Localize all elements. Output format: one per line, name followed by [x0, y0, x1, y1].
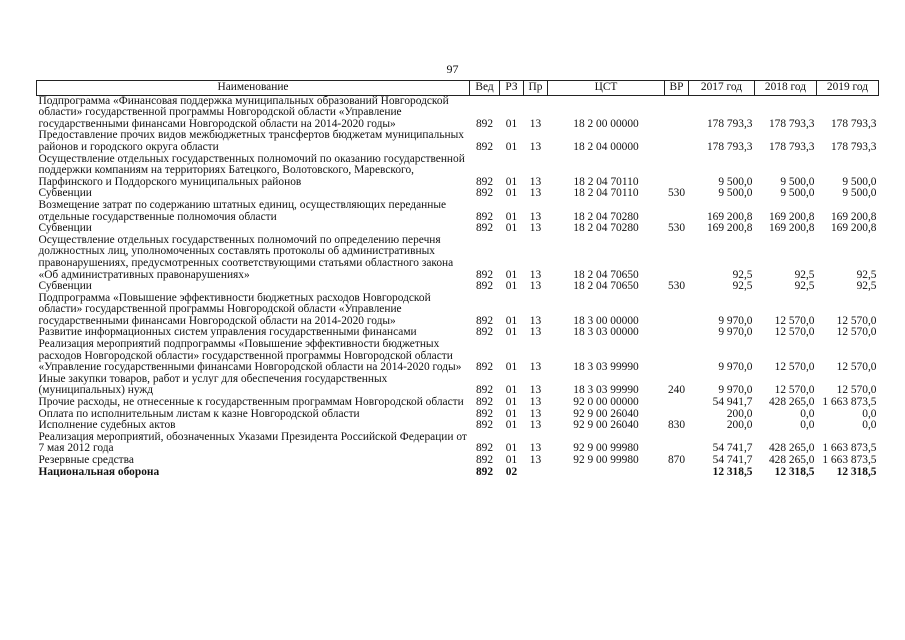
row-pr: 13: [529, 187, 542, 200]
row-ved: 892: [475, 175, 494, 188]
row-name: Иные закупки товаров, работ и услуг для обеспечения государственных (муниципальных) нужд: [38, 372, 388, 397]
row-value-2017: 54 941,7: [712, 396, 753, 409]
row-rz: 01: [505, 384, 518, 397]
row-value-2019: 1 663 873,5: [822, 442, 877, 455]
table-row: [37, 95, 879, 130]
row-value-2017: 9 970,0: [718, 326, 753, 339]
table-row: [37, 130, 879, 153]
row-rz: 01: [505, 396, 518, 409]
row-cst: 18 2 04 70280: [573, 222, 639, 235]
row-value-2017: 200,0: [726, 419, 753, 432]
row-rz: 01: [505, 117, 518, 130]
row-rz: 01: [505, 187, 518, 200]
row-rz: 01: [505, 442, 518, 455]
row-value-2017: 169 200,8: [706, 222, 753, 235]
row-pr: 13: [529, 419, 542, 432]
row-name: Субвенции: [38, 280, 92, 293]
row-value-2017: 200,0: [726, 407, 753, 420]
row-pr: 13: [529, 396, 542, 409]
row-pr: [524, 467, 548, 479]
row-name: Реализация мероприятий подпрограммы «Повышение эффективности бюджетных расходов Новгородской области» государственной программы Новгородской области «Управление государственными финансами Новгородской области на 2014-2020 годы»: [38, 338, 462, 374]
row-value-2018: 178 793,3: [768, 140, 815, 153]
row-cst: 18 3 03 99990: [573, 384, 639, 397]
row-value-2017: 9 970,0: [718, 361, 753, 374]
table-row: [37, 374, 879, 397]
row-value-2017: 9 970,0: [718, 384, 753, 397]
row-name: Резервные средства: [38, 454, 134, 466]
row-name: Развитие информационных систем управления государственными финансами: [38, 326, 417, 339]
row-cst: 18 2 04 70650: [573, 268, 639, 281]
row-name: Исполнение судебных актов: [38, 419, 176, 432]
row-value-2018: 169 200,8: [768, 210, 815, 223]
row-name: Предоставление прочих видов межбюджетных трансфертов бюджетам муниципальных районов и городского округа области: [38, 129, 464, 153]
row-rz: 01: [505, 454, 518, 466]
row-ved: 892: [475, 314, 494, 327]
row-value-2018: 428 265,0: [768, 454, 815, 466]
row-cst: [548, 467, 665, 479]
row-value-2019: 169 200,8: [830, 222, 877, 235]
row-name: Национальная оборона: [38, 465, 160, 478]
row-ved: 892: [475, 117, 494, 130]
row-value-2019: 12 570,0: [836, 326, 877, 339]
row-value-2019: 92,5: [856, 268, 877, 281]
row-value-2017: 54 741,7: [712, 442, 753, 455]
row-cst: 92 0 00 00000: [573, 396, 639, 409]
table-row: [37, 467, 879, 479]
row-vr: [665, 327, 689, 339]
row-ved: 892: [475, 187, 494, 200]
row-pr: 13: [529, 210, 542, 223]
row-name: Реализация мероприятий, обозначенных Указами Президента Российской Федерации от 7 мая 2012 года: [38, 430, 467, 455]
row-value-2018: 0,0: [800, 419, 815, 432]
row-name: Возмещение затрат по содержанию штатных единиц, осуществляющих переданные отдельные государственные полномочия области: [38, 198, 447, 223]
row-vr: 530: [667, 222, 686, 235]
row-value-2018: 92,5: [794, 280, 815, 293]
row-ved: 892: [475, 361, 494, 374]
row-pr: 13: [529, 326, 542, 339]
row-ved: 892: [475, 407, 494, 420]
row-vr: 240: [667, 384, 686, 397]
row-value-2019: 178 793,3: [830, 140, 877, 153]
row-name: Осуществление отдельных государственных полномочий по оказанию государственной поддержки компаниям на территориях Батецкого, Волотовского, Маревского, Парфинского и Поддорского муниципальных районов: [38, 152, 465, 188]
row-cst: 18 2 04 00000: [573, 140, 639, 153]
page-number: 97: [446, 62, 459, 76]
row-cst: 92 9 00 26040: [573, 419, 639, 432]
row-value-2017: 9 970,0: [718, 314, 753, 327]
header-2019: 2019 год: [817, 81, 879, 96]
row-value-2018: 428 265,0: [768, 442, 815, 455]
row-pr: 13: [529, 442, 542, 455]
row-rz: 01: [505, 361, 518, 374]
row-value-2017: 178 793,3: [706, 117, 753, 130]
row-value-2018: 12 570,0: [774, 314, 815, 327]
row-value-2018: 9 500,0: [780, 175, 815, 188]
row-value-2019: 12 318,5: [836, 465, 877, 478]
row-value-2018: 9 500,0: [780, 187, 815, 200]
row-vr: [665, 293, 689, 328]
row-cst: 18 2 00 00000: [573, 117, 639, 130]
row-value-2019: 1 663 873,5: [822, 454, 877, 466]
row-pr: 13: [529, 268, 542, 281]
row-value-2018: 0,0: [800, 407, 815, 420]
row-rz: 01: [505, 407, 518, 420]
row-rz: 01: [505, 210, 518, 223]
row-cst: 18 3 03 99990: [573, 361, 639, 374]
row-pr: 13: [529, 222, 542, 235]
header-vr: ВР: [665, 81, 689, 96]
row-ved: 892: [475, 326, 494, 339]
row-vr: 870: [667, 454, 686, 466]
row-rz: 01: [505, 280, 518, 293]
row-vr: [665, 154, 689, 189]
header-2018: 2018 год: [755, 81, 817, 96]
row-ved: 892: [475, 465, 494, 478]
row-vr: [665, 130, 689, 153]
table-row: [37, 223, 879, 235]
row-value-2017: 54 741,7: [712, 454, 753, 466]
row-vr: [665, 467, 689, 479]
row-value-2017: 92,5: [732, 268, 753, 281]
row-ved: 892: [475, 454, 494, 466]
table-row: [37, 235, 879, 281]
row-value-2018: 178 793,3: [768, 117, 815, 130]
row-ved: 892: [475, 396, 494, 409]
row-cst: 92 9 00 99980: [573, 442, 639, 455]
row-pr: 13: [529, 140, 542, 153]
row-value-2019: 12 570,0: [836, 361, 877, 374]
row-vr: [665, 235, 689, 281]
row-value-2018: 92,5: [794, 268, 815, 281]
row-pr: 13: [529, 454, 542, 466]
row-name: Оплата по исполнительным листам к казне Новгородской области: [38, 407, 360, 420]
row-name: Осуществление отдельных государственных полномочий по определению перечня должностных лиц, уполномоченных составлять протоколы об административных правонарушениях, предусмотренных соответствующими статьями областного закона «Об административных правонарушениях»: [38, 233, 454, 281]
header-cst: ЦСТ: [548, 81, 665, 96]
row-cst: 18 2 04 70110: [573, 187, 639, 200]
row-ved: 892: [475, 280, 494, 293]
row-vr: 530: [667, 187, 686, 200]
table-row: [37, 281, 879, 293]
row-name: Подпрограмма «Финансовая поддержка муниципальных образований Новгородской области» государственной программы Новгородской области «Управление государственными финансами Новгородской области на 2014-2020 годы»: [38, 94, 449, 130]
row-pr: 13: [529, 175, 542, 188]
row-value-2019: 9 500,0: [842, 175, 877, 188]
row-name: Субвенции: [38, 187, 92, 200]
row-cst: 92 9 00 99980: [573, 454, 639, 466]
table-row: [37, 200, 879, 223]
row-pr: 13: [529, 407, 542, 420]
header-name: Наименование: [37, 81, 470, 96]
row-value-2019: 0,0: [862, 419, 877, 432]
row-pr: 13: [529, 384, 542, 397]
table-body: [37, 95, 879, 478]
table-row: [37, 293, 879, 328]
header-rz: РЗ: [500, 81, 524, 96]
row-value-2019: 0,0: [862, 407, 877, 420]
row-value-2019: 1 663 873,5: [822, 396, 877, 409]
row-value-2018: 428 265,0: [768, 396, 815, 409]
row-value-2017: 92,5: [732, 280, 753, 293]
row-cst: 18 2 04 70650: [573, 280, 639, 293]
row-value-2019: 92,5: [856, 280, 877, 293]
row-vr: [665, 432, 689, 455]
header-pr: Пр: [524, 81, 548, 96]
row-vr: 530: [667, 280, 686, 293]
row-ved: 892: [475, 442, 494, 455]
row-ved: 892: [475, 384, 494, 397]
row-ved: 892: [475, 268, 494, 281]
row-cst: 18 3 03 00000: [573, 326, 639, 339]
row-ved: 892: [475, 222, 494, 235]
row-value-2017: 12 318,5: [712, 465, 753, 478]
table-row: [37, 397, 879, 409]
row-rz: 02: [505, 465, 518, 478]
header-2017: 2017 год: [689, 81, 755, 96]
table-row: [37, 154, 879, 189]
row-vr: [665, 339, 689, 374]
row-pr: 13: [529, 361, 542, 374]
table-row: [37, 339, 879, 374]
row-cst: 18 2 04 70110: [573, 175, 639, 188]
row-ved: 892: [475, 210, 494, 223]
row-pr: 13: [529, 280, 542, 293]
row-value-2017: 9 500,0: [718, 187, 753, 200]
row-name: Прочие расходы, не отнесенные к государственным программам Новгородской области: [38, 396, 464, 409]
budget-table: [36, 80, 879, 478]
row-value-2019: 9 500,0: [842, 187, 877, 200]
row-cst: 92 9 00 26040: [573, 407, 639, 420]
table-row: [37, 455, 879, 467]
row-rz: 01: [505, 314, 518, 327]
row-rz: 01: [505, 222, 518, 235]
row-ved: 892: [475, 140, 494, 153]
row-pr: 13: [529, 117, 542, 130]
row-value-2018: 12 570,0: [774, 361, 815, 374]
row-rz: 01: [505, 175, 518, 188]
row-rz: 01: [505, 326, 518, 339]
row-vr: 830: [667, 419, 686, 432]
row-rz: 01: [505, 268, 518, 281]
row-value-2019: 12 570,0: [836, 384, 877, 397]
row-value-2018: 12 570,0: [774, 326, 815, 339]
row-value-2017: 9 500,0: [718, 175, 753, 188]
row-cst: 18 3 00 00000: [573, 314, 639, 327]
row-name: Субвенции: [38, 222, 92, 235]
row-value-2018: 12 318,5: [774, 465, 815, 478]
row-value-2018: 12 570,0: [774, 384, 815, 397]
row-vr: [665, 95, 689, 130]
row-value-2019: 169 200,8: [830, 210, 877, 223]
row-cst: 18 2 04 70280: [573, 210, 639, 223]
table-row: [37, 432, 879, 455]
row-rz: 01: [505, 140, 518, 153]
row-value-2019: 12 570,0: [836, 314, 877, 327]
row-value-2017: 169 200,8: [706, 210, 753, 223]
row-vr: [665, 200, 689, 223]
row-value-2017: 178 793,3: [706, 140, 753, 153]
row-pr: 13: [529, 314, 542, 327]
header-ved: Вед: [470, 81, 500, 96]
row-name: Подпрограмма «Повышение эффективности бюджетных расходов Новгородской области» государственной программы Новгородской области «Управление государственными финансами Новгородской области на 2014-2020 годы»: [38, 291, 431, 327]
row-vr: [665, 397, 689, 409]
table-header-row: [37, 81, 879, 96]
row-rz: 01: [505, 419, 518, 432]
row-ved: 892: [475, 419, 494, 432]
row-value-2019: 178 793,3: [830, 117, 877, 130]
row-value-2018: 169 200,8: [768, 222, 815, 235]
